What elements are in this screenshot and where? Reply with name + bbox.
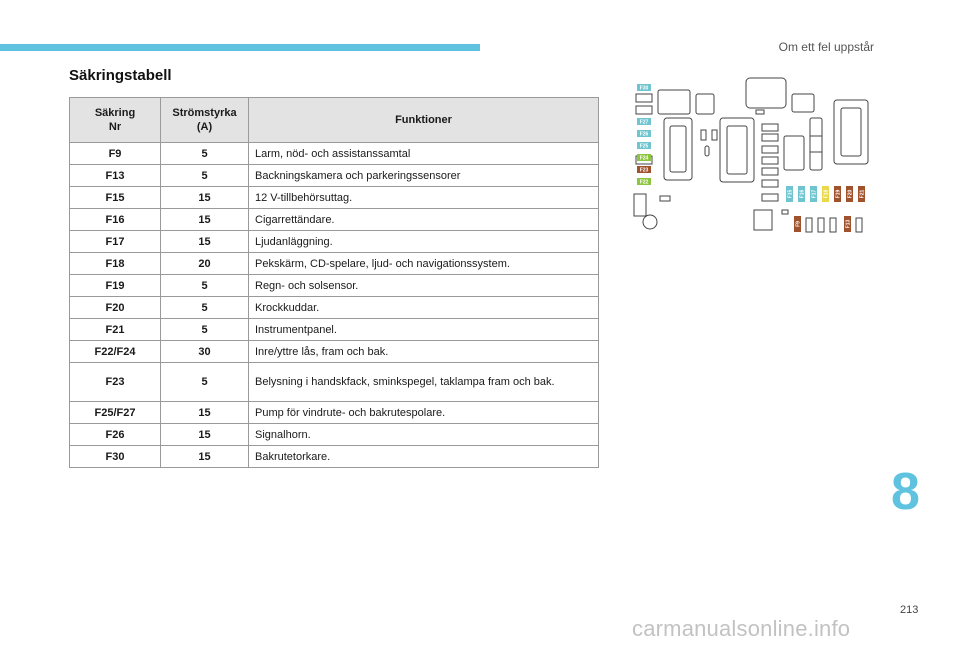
connector-round: [643, 215, 657, 229]
fuse-function: Pump för vindrute- och bakrutespolare.: [249, 402, 599, 424]
table-row: [70, 187, 599, 209]
header-functions: Funktioner: [249, 98, 599, 143]
table-row: [70, 319, 599, 341]
fuse-f16-label: F16: [799, 189, 806, 199]
fuse-amperage: 5: [161, 275, 249, 297]
maxi-fuse: [720, 118, 754, 182]
fuse-f27-label: F27: [639, 119, 649, 126]
fuse-slot: [762, 157, 778, 164]
relay: [784, 136, 804, 170]
fuse-slot: [762, 124, 778, 131]
chapter-number: 8: [891, 463, 920, 521]
fuse-slot: [636, 106, 652, 114]
fuse-number: F25/F27: [70, 402, 161, 424]
fuse-amperage: 15: [161, 446, 249, 468]
fuse-number: F30: [70, 446, 161, 468]
fuse-function: 12 V-tillbehörsuttag.: [249, 187, 599, 209]
fuse-amperage: 30: [161, 341, 249, 363]
fuse-slot: [660, 196, 670, 201]
fuse-number: F26: [70, 424, 161, 446]
fuse-amperage: 5: [161, 297, 249, 319]
fuse-f20-label: F20: [847, 189, 854, 199]
relay: [658, 90, 690, 114]
fuse-table: [69, 97, 599, 468]
table-row: [70, 341, 599, 363]
fuse-slot: [712, 130, 717, 140]
fuse-number: F21: [70, 319, 161, 341]
fuse-function: Backningskamera och parkeringssensorer: [249, 165, 599, 187]
fuse-amperage: 15: [161, 209, 249, 231]
table-row: [70, 209, 599, 231]
fuse-function: Inre/yttre lås, fram och bak.: [249, 341, 599, 363]
chapter-title: Om ett fel uppstår: [778, 40, 874, 54]
table-row: [70, 165, 599, 187]
fuse-slot: [762, 180, 778, 187]
fuse-f18-label: F18: [823, 189, 830, 199]
table-row: [70, 446, 599, 468]
fuse-slot: [762, 146, 778, 153]
fuse-slot: [762, 168, 778, 175]
fuse-f22-label: F22: [639, 179, 649, 186]
fuse-slot: [762, 134, 778, 141]
fuse-slot: [705, 146, 709, 156]
fuse-f30-label: F30: [639, 85, 649, 92]
relay: [696, 94, 714, 114]
fuse-function: Krockkuddar.: [249, 297, 599, 319]
fuse-slot: [856, 218, 862, 232]
fuse-function: Pekskärm, CD-spelare, ljud- och navigationssystem.: [249, 253, 599, 275]
fuse-number: F23: [70, 363, 161, 402]
fuse-number: F17: [70, 231, 161, 253]
page-title: Säkringstabell: [69, 67, 172, 84]
fuse-function: Bakrutetorkare.: [249, 446, 599, 468]
maxi-fuse: [834, 100, 868, 164]
fuse-function: Cigarrettändare.: [249, 209, 599, 231]
fuse-number: F19: [70, 275, 161, 297]
fuse-amperage: 15: [161, 402, 249, 424]
watermark: carmanualsonline.info: [632, 616, 851, 641]
fuse-f17-label: F17: [811, 189, 818, 199]
fuse-f26-label: F26: [639, 131, 649, 138]
table-row: [70, 275, 599, 297]
fuse-number: F22/F24: [70, 341, 161, 363]
fuse-amperage: 20: [161, 253, 249, 275]
fuse-amperage: 5: [161, 143, 249, 165]
fuse-number: F13: [70, 165, 161, 187]
fuse-slot: [636, 94, 652, 102]
fuse-number: F20: [70, 297, 161, 319]
table-row: [70, 231, 599, 253]
table-row: [70, 402, 599, 424]
header-fuse-number: Säkring Nr: [70, 98, 161, 143]
fuse-function: Ljudanläggning.: [249, 231, 599, 253]
fuse-slot: [830, 218, 836, 232]
fuse-amperage: 5: [161, 363, 249, 402]
maxi-fuse-inner: [670, 126, 686, 172]
table-row: [70, 363, 599, 402]
fuse-slot: [806, 218, 812, 232]
fuse-amperage: 15: [161, 231, 249, 253]
fuse-amperage: 15: [161, 424, 249, 446]
fuse-amperage: 15: [161, 187, 249, 209]
fuse-number: F18: [70, 253, 161, 275]
fuse-slot: [782, 210, 788, 214]
fuse-slot: [701, 130, 706, 140]
fuse-slot: [756, 110, 764, 114]
fuse-function: Belysning i handskfack, sminkspegel, taklampa fram och bak.: [249, 363, 599, 402]
fuse-f23-label: F23: [639, 167, 649, 174]
fuse-f15-label: F15: [787, 189, 794, 199]
fuse-number: F15: [70, 187, 161, 209]
fuse-f25-label: F25: [639, 143, 649, 150]
maxi-fuse: [664, 118, 692, 180]
relay: [754, 210, 772, 230]
fuse-f21-label: F21: [859, 189, 866, 199]
fuse-f24-label: F24: [639, 155, 649, 162]
header-amperage: Strömstyrka (A): [161, 98, 249, 143]
fuse-box-diagram: [628, 76, 878, 240]
fuse-f19-label: F19: [835, 189, 842, 199]
fuse-amperage: 5: [161, 165, 249, 187]
table-row: [70, 297, 599, 319]
fuse-function: Regn- och solsensor.: [249, 275, 599, 297]
relay: [792, 94, 814, 112]
fuse-function: Signalhorn.: [249, 424, 599, 446]
table-row: [70, 143, 599, 165]
fuse-function: Larm, nöd- och assistanssamtal: [249, 143, 599, 165]
fuse-number: F9: [70, 143, 161, 165]
fuse-f13-label: F13: [845, 219, 852, 229]
relay: [810, 118, 822, 170]
fuse-slot: [818, 218, 824, 232]
fuse-slot: [762, 194, 778, 201]
relay: [746, 78, 786, 108]
chapter-accent-bar: [0, 44, 480, 51]
fuse-amperage: 5: [161, 319, 249, 341]
page-number: 213: [900, 604, 919, 616]
fuse-number: F16: [70, 209, 161, 231]
connector: [634, 194, 646, 216]
maxi-fuse-inner: [841, 108, 861, 156]
table-row: [70, 253, 599, 275]
fuse-function: Instrumentpanel.: [249, 319, 599, 341]
maxi-fuse-inner: [727, 126, 747, 174]
fuse-f9-label: F9: [795, 221, 802, 227]
table-header-row: [70, 98, 599, 143]
table-row: [70, 424, 599, 446]
